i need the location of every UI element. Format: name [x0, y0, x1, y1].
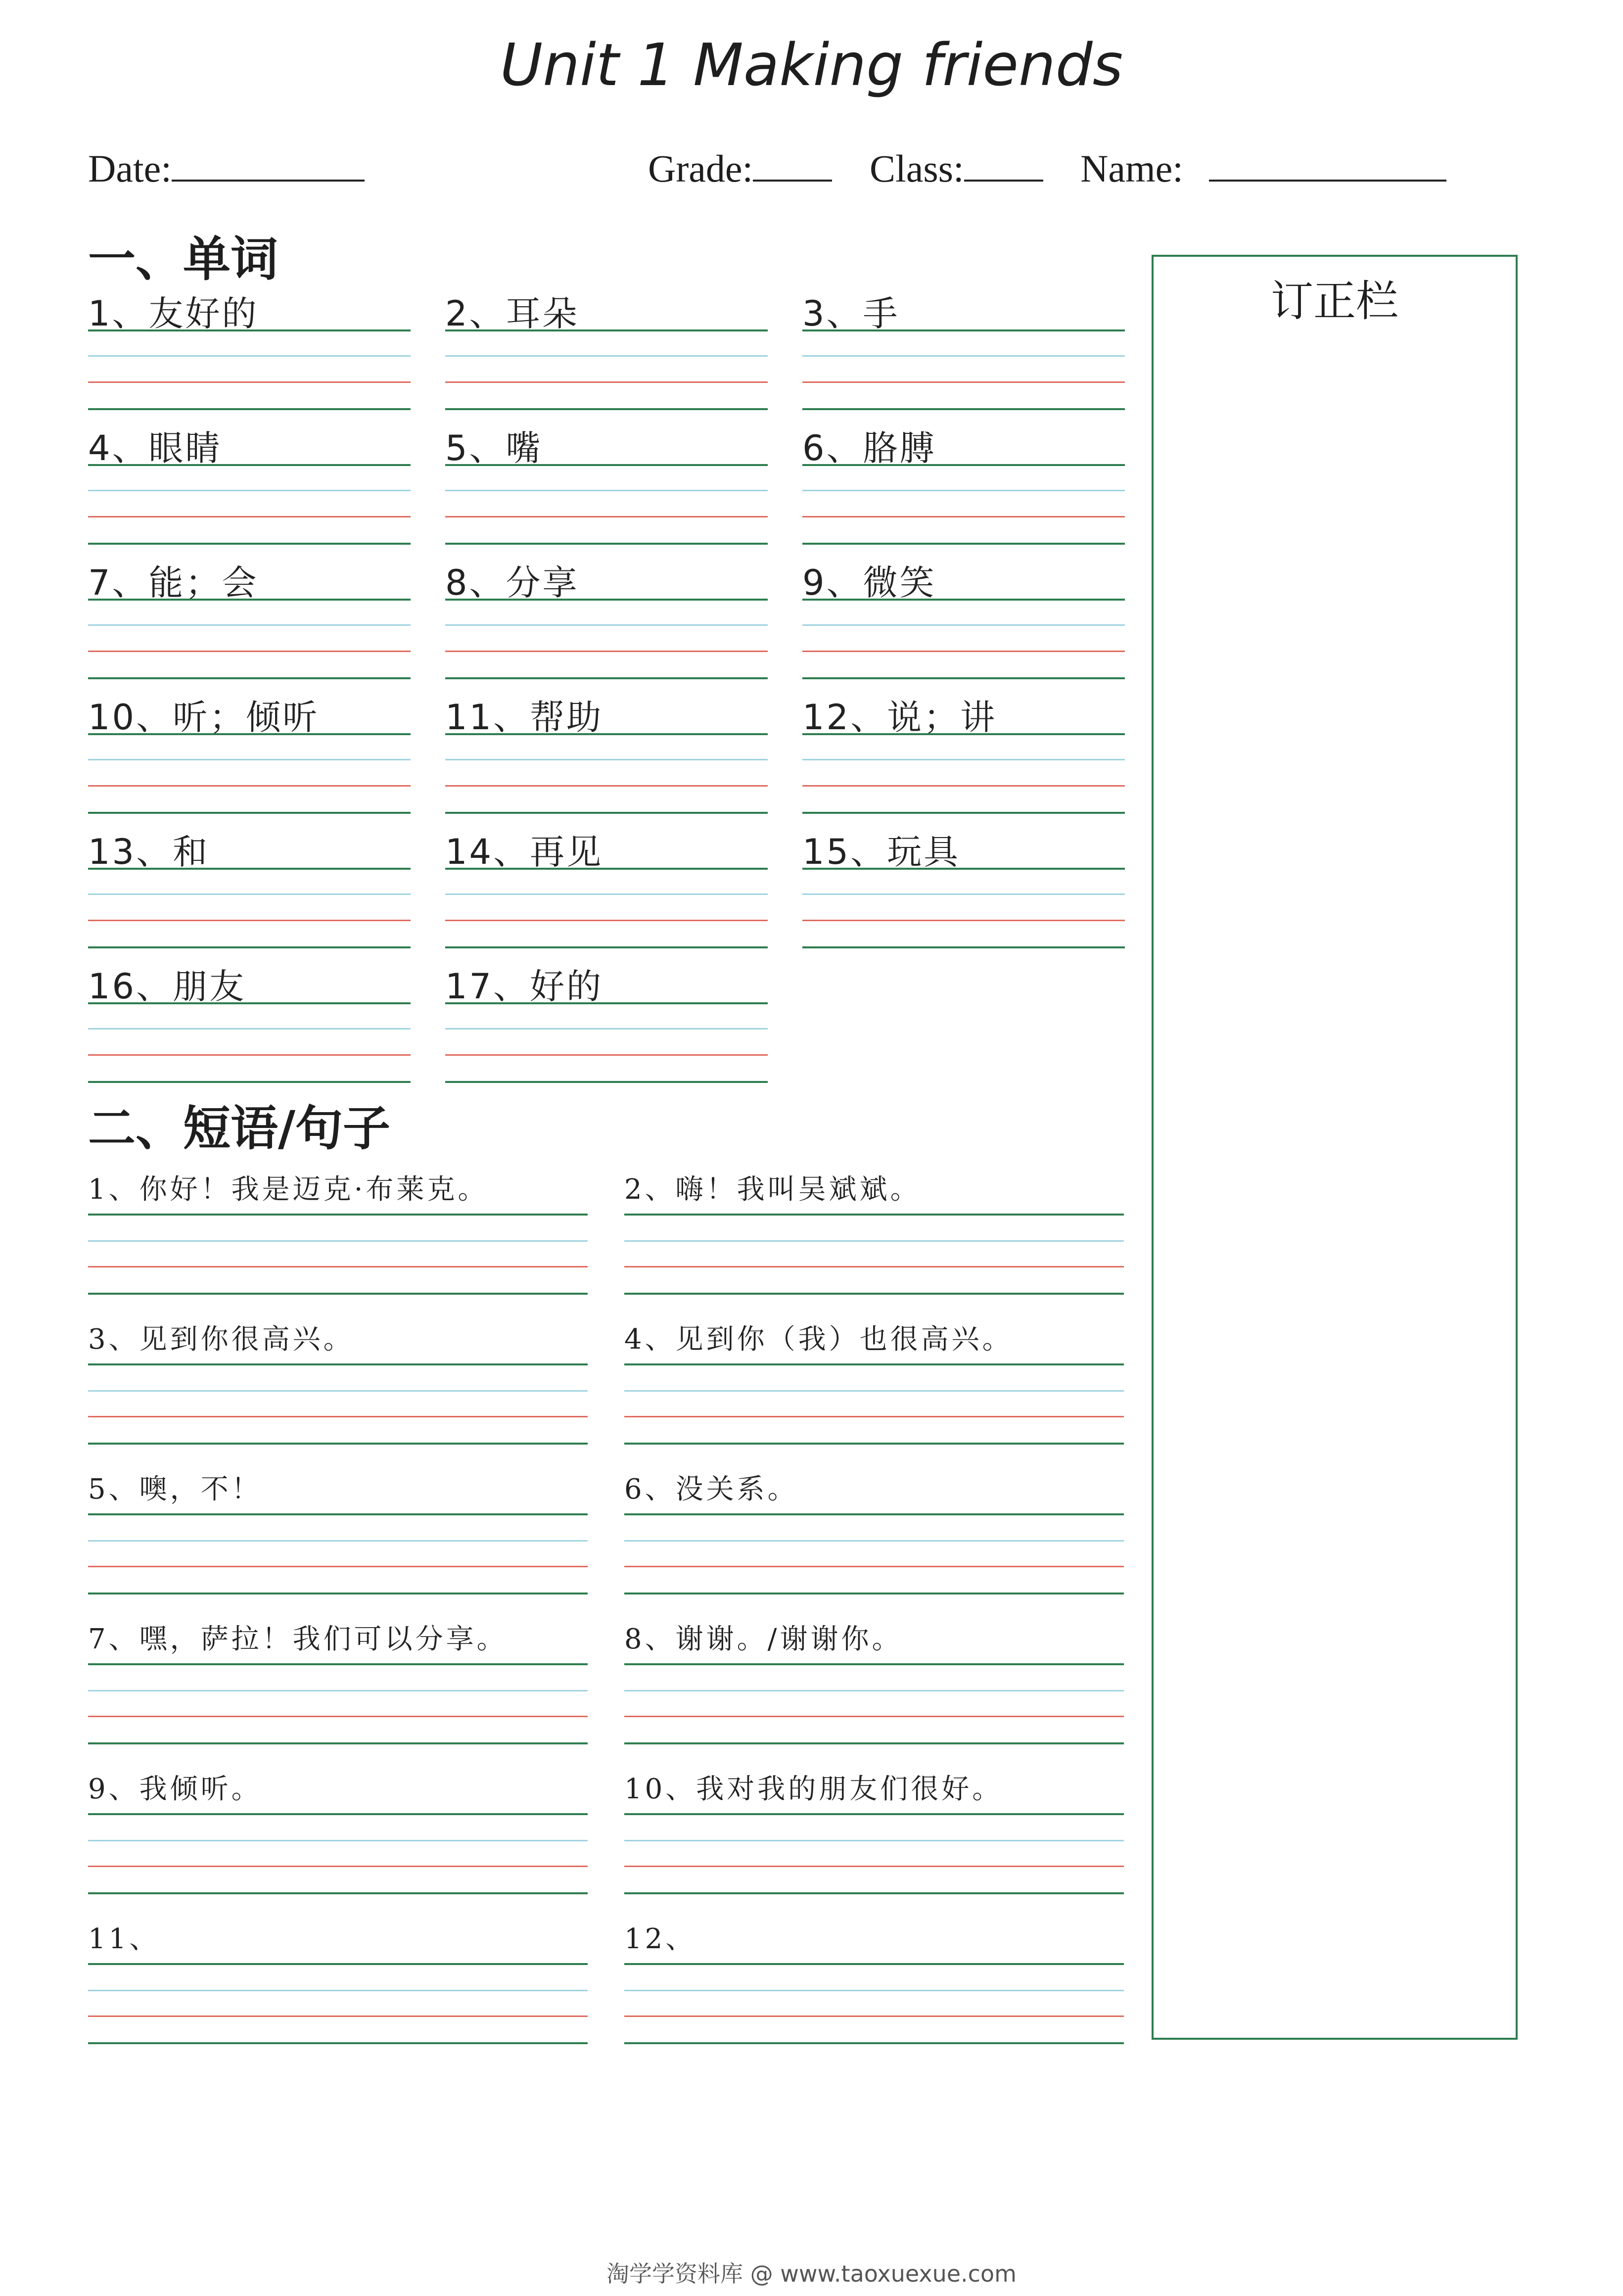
word-item[interactable] — [802, 286, 1125, 385]
writing-line — [88, 355, 411, 357]
date-label: Date: — [88, 147, 172, 190]
worksheet-title: Unit 1 Making friends — [500, 31, 1123, 99]
word-item[interactable] — [445, 690, 768, 789]
writing-line — [445, 812, 768, 814]
phrase-item[interactable] — [624, 1467, 1124, 1586]
word-item[interactable] — [802, 555, 1125, 654]
writing-line — [445, 868, 768, 870]
writing-line — [802, 543, 1125, 545]
writing-line — [802, 893, 1125, 895]
writing-line — [802, 759, 1125, 760]
writing-line — [88, 1540, 588, 1542]
writing-line — [624, 1892, 1124, 1894]
writing-line — [88, 381, 411, 383]
writing-line — [624, 1742, 1124, 1744]
word-item[interactable] — [445, 555, 768, 654]
word-item[interactable] — [88, 959, 411, 1058]
writing-line — [802, 868, 1125, 870]
writing-line — [624, 1443, 1124, 1445]
phrase-item[interactable] — [624, 1317, 1124, 1436]
writing-line — [88, 1566, 588, 1567]
word-item-label: 6、胳膊 — [802, 428, 936, 469]
word-item-label: 17、好的 — [445, 966, 603, 1007]
writing-line — [88, 516, 411, 517]
writing-line — [88, 599, 411, 601]
writing-line — [88, 1266, 588, 1267]
grade-label: Grade: — [648, 147, 753, 190]
writing-line — [88, 1716, 588, 1717]
phrase-item[interactable] — [88, 1917, 588, 2036]
writing-line — [624, 1540, 1124, 1542]
writing-line — [802, 464, 1125, 466]
writing-line — [88, 1390, 588, 1392]
writing-line — [445, 893, 768, 895]
phrase-item-label: 2、嗨！我叫吴斌斌。 — [624, 1173, 921, 1206]
writing-line — [88, 543, 411, 545]
date-field[interactable] — [88, 146, 365, 191]
word-item-label: 2、耳朵 — [445, 293, 579, 334]
word-item-label: 14、再见 — [445, 832, 603, 872]
writing-line — [88, 759, 411, 760]
writing-line — [624, 1866, 1124, 1867]
correction-box[interactable] — [1152, 255, 1518, 2040]
writing-line — [88, 1840, 588, 1841]
writing-line — [88, 464, 411, 466]
phrase-item[interactable] — [624, 1767, 1124, 1886]
phrase-item-label: 9、我倾听。 — [88, 1773, 262, 1805]
writing-line — [88, 920, 411, 921]
writing-line — [88, 2015, 588, 2017]
writing-line — [88, 408, 411, 410]
writing-line — [624, 1840, 1124, 1841]
writing-line — [802, 812, 1125, 814]
writing-line — [445, 543, 768, 545]
writing-line — [88, 1214, 588, 1216]
writing-line — [88, 1363, 588, 1365]
writing-line — [88, 1054, 411, 1056]
writing-line — [624, 1593, 1124, 1594]
writing-line — [88, 1663, 588, 1665]
writing-line — [445, 920, 768, 921]
writing-line — [624, 2015, 1124, 2017]
writing-line — [88, 893, 411, 895]
word-item-label: 8、分享 — [445, 562, 579, 603]
writing-line — [802, 599, 1125, 601]
word-item-label: 16、朋友 — [88, 966, 246, 1007]
writing-line — [88, 1416, 588, 1417]
phrase-item[interactable] — [88, 1617, 588, 1736]
writing-line — [445, 785, 768, 787]
writing-line — [88, 1240, 588, 1242]
word-item[interactable] — [88, 286, 411, 385]
writing-line — [624, 1240, 1124, 1242]
phrase-item-label: 8、谢谢。/谢谢你。 — [624, 1623, 903, 1655]
writing-line — [802, 946, 1125, 948]
phrase-item-label: 1、你好！我是迈克·布莱克。 — [88, 1173, 489, 1206]
writing-line — [88, 1866, 588, 1867]
writing-line — [88, 624, 411, 626]
writing-line — [624, 1566, 1124, 1567]
footer-watermark: 淘学学资料库 @ www.taoxuexue.com — [606, 2260, 1017, 2287]
writing-line — [88, 677, 411, 679]
writing-line — [88, 785, 411, 787]
writing-line — [88, 1593, 588, 1594]
word-item-label: 10、听；倾听 — [88, 697, 320, 738]
writing-line — [88, 651, 411, 652]
writing-line — [88, 946, 411, 948]
writing-line — [802, 733, 1125, 735]
writing-line — [445, 1028, 768, 1030]
phrase-item[interactable] — [624, 1917, 1124, 2036]
writing-line — [445, 1054, 768, 1056]
class-label: Class: — [870, 147, 964, 190]
name-blank[interactable] — [1209, 149, 1446, 182]
word-item[interactable] — [88, 421, 411, 519]
phrase-item[interactable] — [88, 1317, 588, 1436]
writing-line — [88, 1081, 411, 1083]
writing-line — [445, 490, 768, 491]
writing-line — [445, 1081, 768, 1083]
writing-line — [624, 1963, 1124, 1965]
section-words-title: 一、单词 — [88, 232, 278, 287]
phrase-item[interactable] — [88, 1168, 588, 1286]
phrase-item[interactable] — [88, 1767, 588, 1886]
grade-field[interactable] — [648, 146, 832, 191]
writing-line — [802, 677, 1125, 679]
writing-line — [624, 1690, 1124, 1691]
writing-line — [802, 408, 1125, 410]
writing-line — [802, 329, 1125, 331]
writing-line — [88, 1513, 588, 1515]
writing-line — [624, 1813, 1124, 1815]
word-item[interactable] — [445, 824, 768, 923]
correction-title: 订正栏 — [1271, 277, 1398, 326]
writing-line — [445, 408, 768, 410]
writing-line — [802, 355, 1125, 357]
writing-line — [88, 733, 411, 735]
writing-line — [624, 1416, 1124, 1417]
writing-line — [445, 946, 768, 948]
writing-line — [445, 355, 768, 357]
word-item[interactable] — [802, 421, 1125, 519]
writing-line — [802, 651, 1125, 652]
phrase-item-label: 12、 — [624, 1923, 696, 1955]
writing-line — [445, 677, 768, 679]
phrase-item-label: 5、噢，不！ — [88, 1473, 262, 1505]
phrase-item-label: 6、没关系。 — [624, 1473, 798, 1505]
writing-line — [624, 1390, 1124, 1392]
writing-line — [624, 1663, 1124, 1665]
writing-line — [88, 1690, 588, 1691]
word-item-label: 4、眼睛 — [88, 428, 222, 469]
word-item-label: 3、手 — [802, 293, 900, 334]
word-item[interactable] — [88, 690, 411, 789]
writing-line — [624, 1716, 1124, 1717]
writing-line — [445, 464, 768, 466]
word-item-label: 12、说；讲 — [802, 697, 997, 738]
writing-line — [88, 1028, 411, 1030]
writing-line — [624, 1513, 1124, 1515]
writing-line — [624, 2042, 1124, 2044]
writing-line — [445, 651, 768, 652]
word-item-label: 11、帮助 — [445, 697, 603, 738]
writing-line — [88, 1002, 411, 1004]
word-item[interactable] — [88, 824, 411, 923]
phrase-item-label: 11、 — [88, 1923, 160, 1955]
word-item-label: 15、玩具 — [802, 832, 961, 872]
phrase-item-label: 4、见到你（我）也很高兴。 — [624, 1323, 1013, 1356]
writing-line — [802, 516, 1125, 517]
writing-line — [88, 490, 411, 491]
writing-line — [445, 381, 768, 383]
word-item-label: 9、微笑 — [802, 562, 936, 603]
phrase-item[interactable] — [624, 1617, 1124, 1736]
writing-line — [624, 1266, 1124, 1267]
writing-line — [802, 785, 1125, 787]
writing-line — [445, 329, 768, 331]
writing-line — [802, 381, 1125, 383]
writing-line — [88, 1293, 588, 1295]
writing-line — [445, 759, 768, 760]
writing-line — [88, 812, 411, 814]
writing-line — [802, 624, 1125, 626]
writing-line — [445, 599, 768, 601]
word-item[interactable] — [445, 421, 768, 519]
writing-line — [445, 624, 768, 626]
word-item-label: 5、嘴 — [445, 428, 543, 469]
writing-line — [88, 1990, 588, 1991]
name-label: Name: — [1080, 147, 1183, 190]
phrase-item[interactable] — [88, 1467, 588, 1586]
section-phrases-title: 二、短语/句子 — [88, 1101, 391, 1156]
writing-line — [88, 2042, 588, 2044]
class-blank[interactable] — [964, 149, 1043, 182]
writing-line — [88, 1963, 588, 1965]
word-item-label: 7、能；会 — [88, 562, 259, 603]
writing-line — [624, 1214, 1124, 1216]
date-blank[interactable] — [172, 149, 365, 182]
writing-line — [624, 1293, 1124, 1295]
word-item[interactable] — [802, 824, 1125, 923]
phrase-item-label: 3、见到你很高兴。 — [88, 1323, 354, 1356]
word-item[interactable] — [445, 286, 768, 385]
writing-line — [88, 1892, 588, 1894]
writing-line — [445, 516, 768, 517]
writing-line — [88, 1813, 588, 1815]
writing-line — [88, 1443, 588, 1445]
phrase-item[interactable] — [624, 1168, 1124, 1286]
writing-line — [802, 490, 1125, 491]
phrase-item-label: 10、我对我的朋友们很好。 — [624, 1773, 1003, 1805]
word-item[interactable] — [802, 690, 1125, 789]
writing-line — [445, 733, 768, 735]
word-item-label: 1、友好的 — [88, 293, 259, 334]
writing-line — [88, 1742, 588, 1744]
writing-line — [445, 1002, 768, 1004]
word-item[interactable] — [88, 555, 411, 654]
word-item-label: 13、和 — [88, 832, 210, 872]
writing-line — [624, 1990, 1124, 1991]
word-item[interactable] — [445, 959, 768, 1058]
writing-line — [802, 920, 1125, 921]
class-field[interactable] — [870, 146, 1043, 191]
name-field[interactable] — [1080, 146, 1446, 191]
phrase-item-label: 7、嘿，萨拉！我们可以分享。 — [88, 1623, 508, 1655]
grade-blank[interactable] — [753, 149, 832, 182]
writing-line — [88, 329, 411, 331]
writing-line — [624, 1363, 1124, 1365]
writing-line — [88, 868, 411, 870]
